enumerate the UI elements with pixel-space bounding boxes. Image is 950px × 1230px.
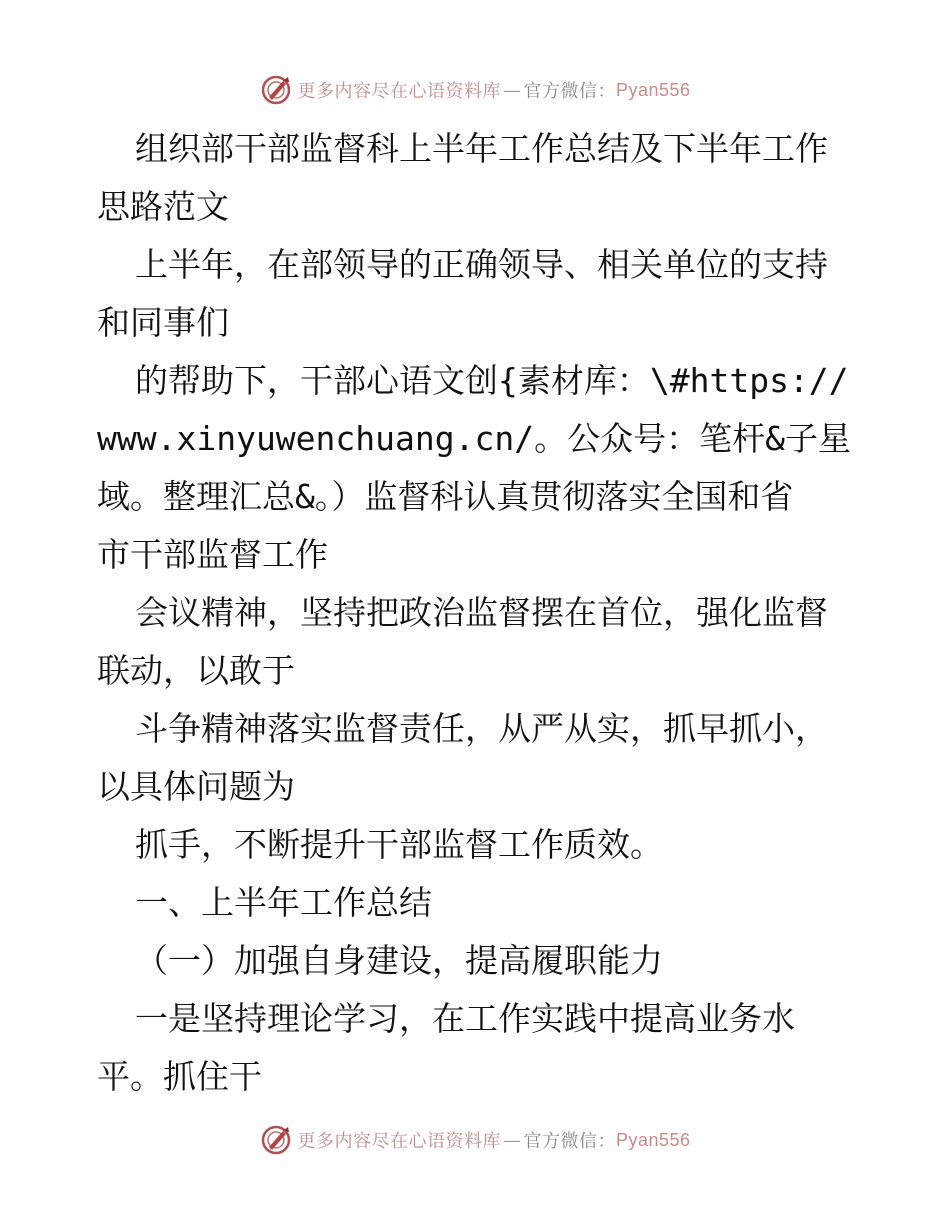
section-heading: 一、上半年工作总结 (135, 883, 432, 922)
body-line: 组织部干部监督科上半年工作总结及下半年工作 (135, 129, 828, 168)
banner-site-text: 更多内容尽在心语资料库 (297, 1131, 501, 1152)
body-line: 和同事们 (97, 303, 229, 342)
body-line: 的帮助下，干部心语文创{素材库：\#https:// (135, 361, 849, 400)
body-line: 市干部监督工作 (97, 535, 328, 574)
banner-wechat-id: Pyan556 (615, 1129, 691, 1150)
body-line: 思路范文 (97, 187, 229, 226)
document-body (97, 120, 857, 1106)
body-line: 域。整理汇总&。）监督科认真贯彻落实全国和省 (97, 477, 794, 516)
banner-wechat-label: 官方微信： (523, 1131, 616, 1152)
banner-separator: — (502, 1129, 522, 1151)
body-line: 联动，以敢于 (97, 651, 295, 690)
subsection-heading: （一）加强自身建设，提高履职能力 (135, 941, 663, 980)
body-line: www.xinyuwenchuang.cn/。公众号：笔杆&子星 (97, 419, 851, 458)
pen-nib-circle-icon (259, 73, 293, 107)
body-line: 上半年，在部领导的正确领导、相关单位的支持 (135, 245, 828, 284)
pen-nib-circle-icon (259, 1123, 293, 1157)
body-line: 一是坚持理论学习，在工作实践中提高业务水 (135, 999, 795, 1038)
header-banner (0, 70, 950, 110)
footer-banner (0, 1120, 950, 1160)
banner-wechat-id: Pyan556 (615, 79, 691, 100)
banner-separator: — (502, 79, 522, 101)
body-line: 抓手，不断提升干部监督工作质效。 (135, 825, 663, 864)
body-line: 会议精神，坚持把政治监督摆在首位，强化监督 (135, 593, 828, 632)
body-line: 斗争精神落实监督责任，从严从实，抓早抓小， (135, 709, 828, 748)
body-line: 以具体问题为 (97, 767, 295, 806)
body-line: 平。抓住干 (97, 1057, 262, 1096)
banner-site-text: 更多内容尽在心语资料库 (297, 81, 501, 102)
banner-wechat-label: 官方微信： (523, 81, 616, 102)
